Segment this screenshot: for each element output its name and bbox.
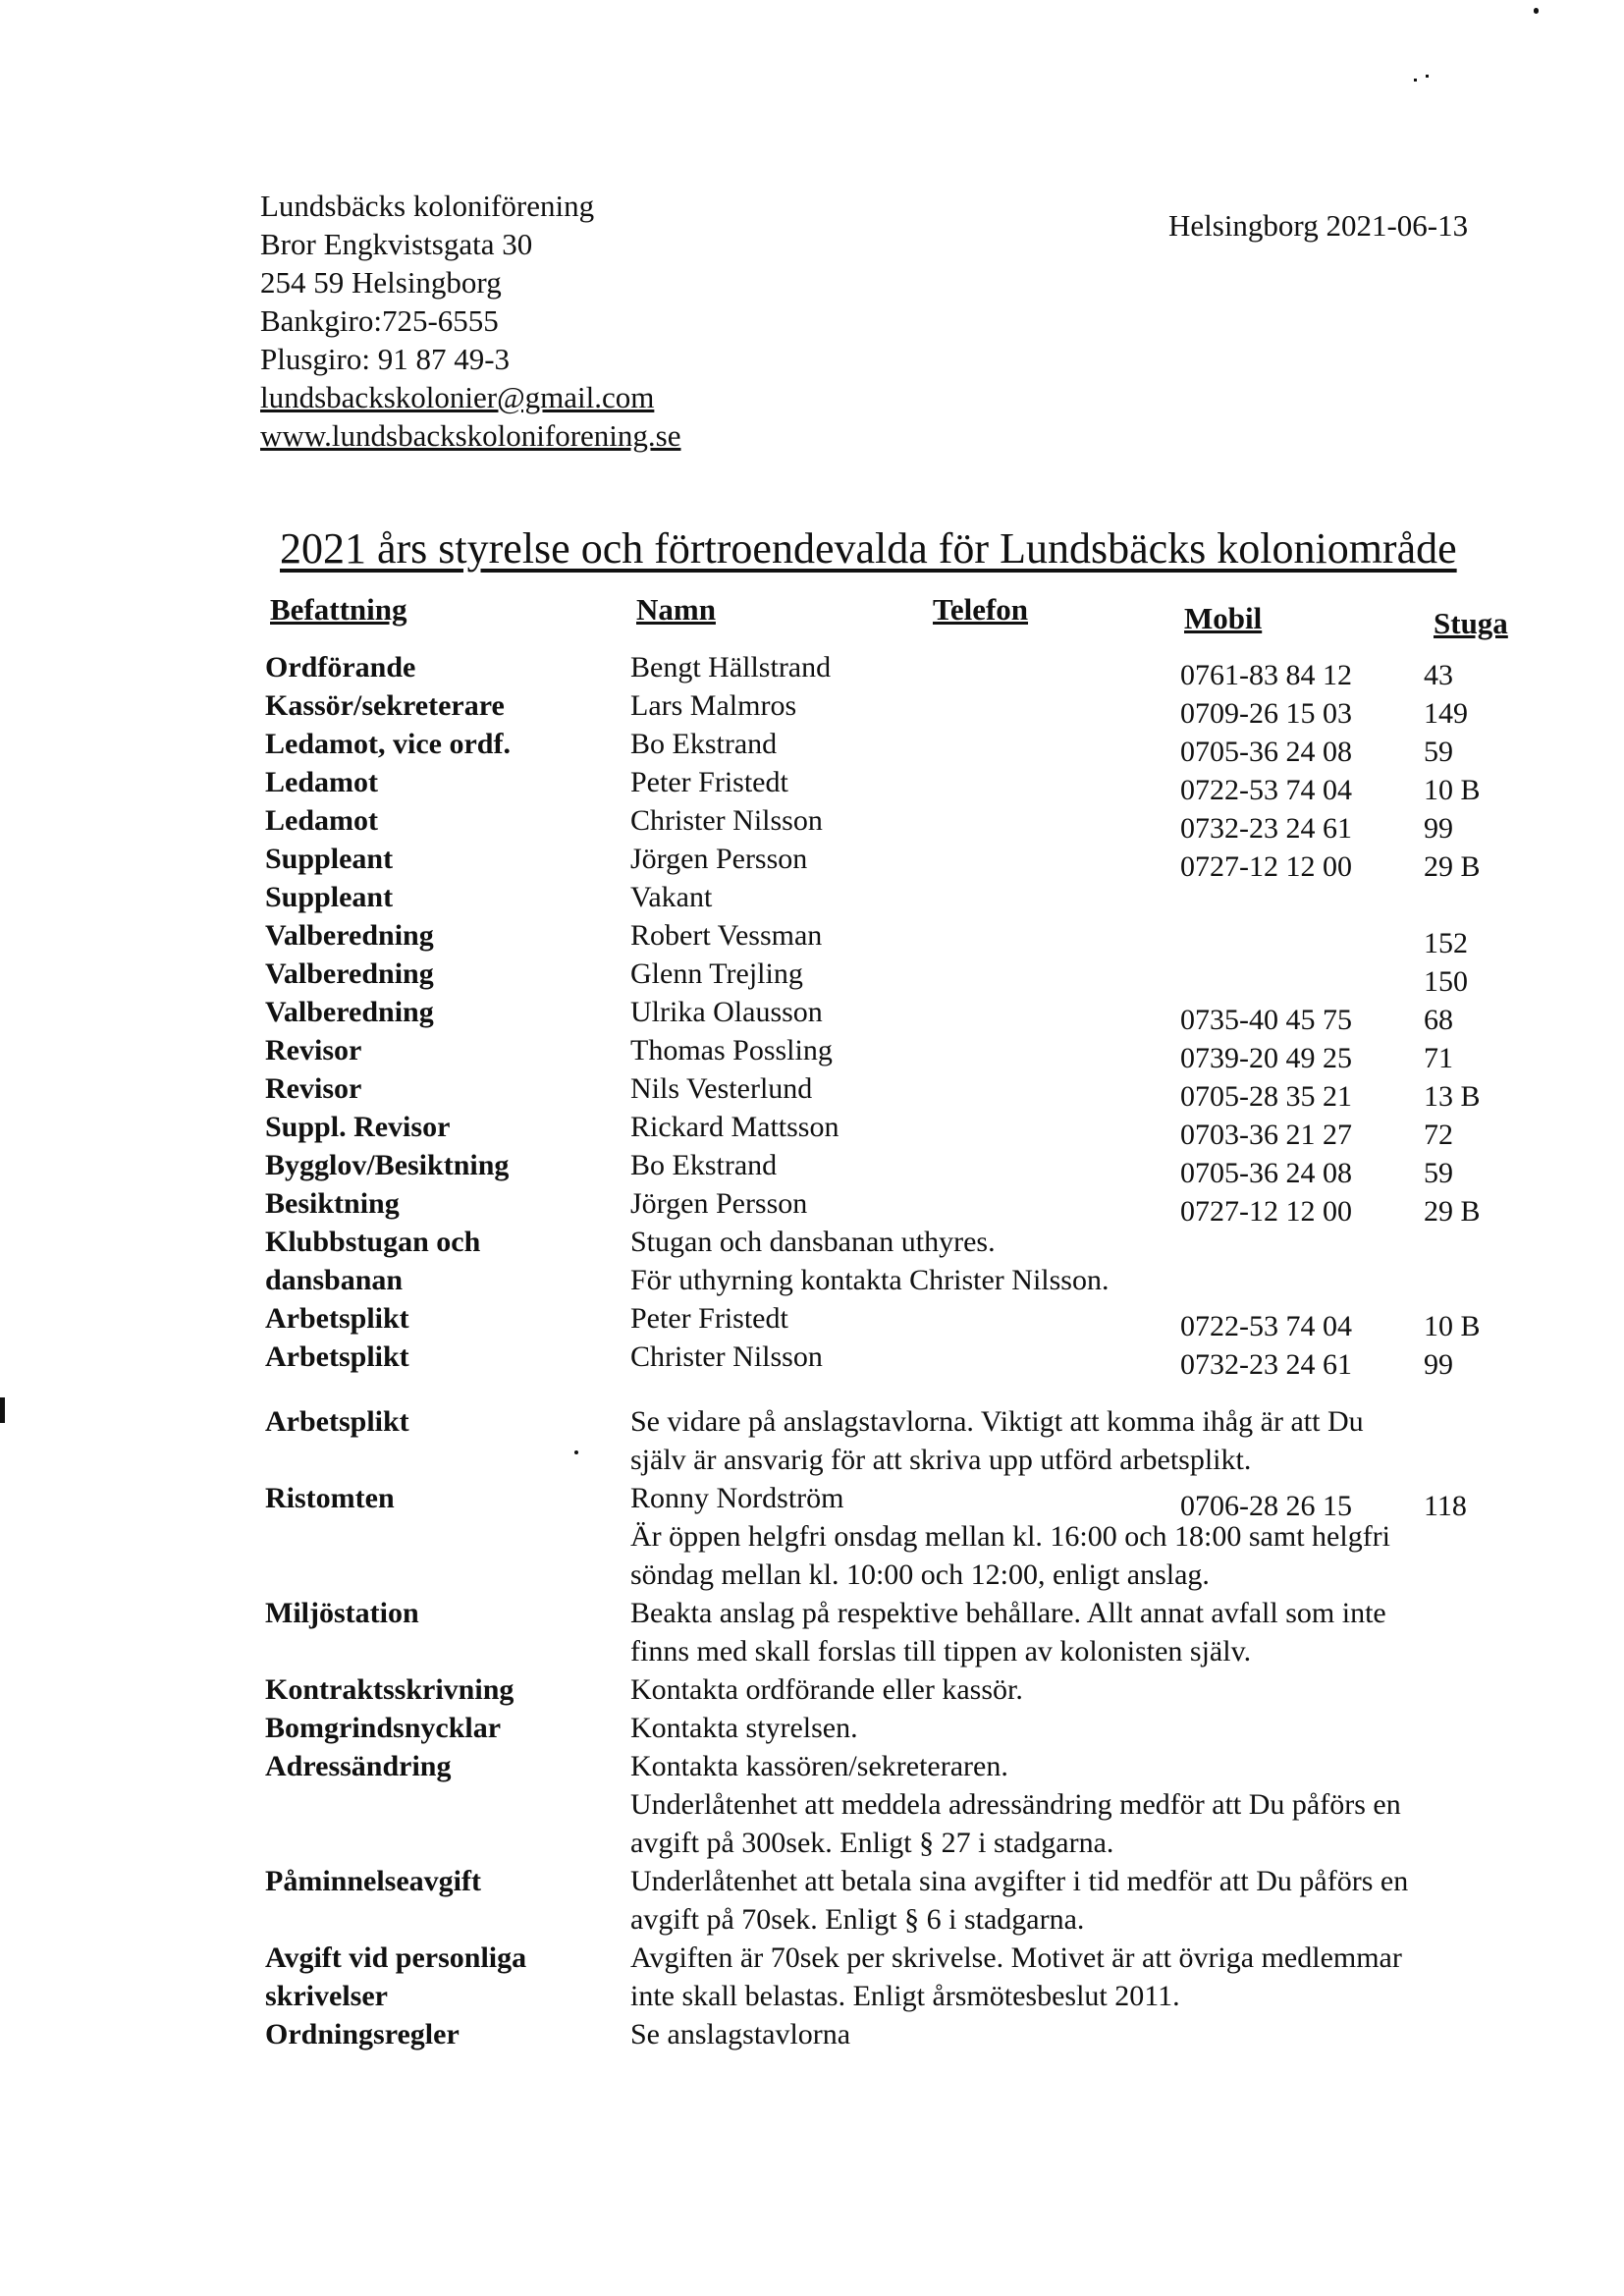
info-role: Ordningsregler [265, 2018, 460, 2050]
table-row [265, 878, 1542, 916]
info-row [265, 1862, 1542, 1900]
sender-plusgiro: Plusgiro: 91 87 49-3 [260, 342, 511, 376]
dateline: Helsingborg 2021-06-13 [1168, 208, 1469, 243]
table-row [265, 1261, 1542, 1299]
sender-email-link[interactable]: lundsbackskolonier@gmail.com [260, 380, 655, 414]
table-row [265, 840, 1542, 883]
info-role: Miljöstation [265, 1597, 419, 1629]
mobile-cell: 0709-26 15 03 [1180, 697, 1352, 730]
role-cell: Ledamot, vice ordf. [265, 728, 511, 760]
info-row [265, 1556, 1542, 1594]
info-row [265, 1824, 1542, 1862]
info-role: Adressändring [265, 1750, 452, 1782]
role-cell: Suppl. Revisor [265, 1111, 451, 1143]
name-cell: Glenn Trejling [630, 957, 803, 990]
mobile-cell: 0706-28 26 15 [1180, 1490, 1352, 1522]
mobile-cell: 0735-40 45 75 [1180, 1004, 1352, 1036]
page-title: 2021 års styrelse och förtroendevalda för Lundsbäcks koloniområde [280, 524, 1457, 573]
role-cell: Valberedning [265, 996, 434, 1028]
role-cell: Valberedning [265, 957, 434, 990]
info-row [265, 1709, 1542, 1747]
name-cell: Peter Fristedt [630, 766, 788, 798]
column-header-phone: Telefon [933, 592, 1029, 627]
cabin-cell: 29 B [1424, 850, 1481, 883]
mobile-cell: 0727-12 12 00 [1180, 850, 1352, 883]
info-row [265, 1517, 1542, 1556]
table-row [265, 648, 1542, 691]
role-cell: Arbetsplikt [265, 1340, 409, 1373]
table-row [265, 916, 1542, 959]
role-cell: Bygglov/Besiktning [265, 1149, 510, 1181]
sender-bankgiro: Bankgiro:725-6555 [260, 303, 499, 338]
cabin-cell: 10 B [1424, 774, 1481, 806]
role-cell: Valberedning [265, 919, 434, 952]
cabin-cell: 149 [1424, 697, 1468, 730]
name-cell: Jörgen Persson [630, 843, 808, 875]
table-row [265, 1031, 1542, 1074]
scan-speck [1414, 79, 1417, 82]
name-cell: Vakant [630, 881, 713, 913]
role-cell: Ledamot [265, 766, 378, 798]
info-text: Kontakta kassören/sekreteraren. [630, 1750, 1008, 1782]
info-text: Beakta anslag på respektive behållare. Allt annat avfall som inte [630, 1597, 1386, 1629]
info-text: själv är ansvarig för att skriva upp utförd arbetsplikt. [630, 1444, 1252, 1476]
info-text: Kontakta ordförande eller kassör. [630, 1673, 1023, 1706]
info-row [265, 1441, 1542, 1479]
mobile-cell: 0732-23 24 61 [1180, 812, 1352, 845]
cabin-cell: 10 B [1424, 1310, 1481, 1342]
mobile-cell: 0727-12 12 00 [1180, 1195, 1352, 1228]
sender-org: Lundsbäcks koloniförening [260, 189, 595, 223]
table-row [265, 686, 1542, 730]
table-row [265, 1069, 1542, 1113]
info-text: Ronny Nordström [630, 1482, 844, 1514]
info-row [265, 1402, 1542, 1441]
info-row [265, 1939, 1542, 1977]
cabin-cell: 118 [1424, 1490, 1467, 1522]
role-cell: Klubbstugan och [265, 1226, 481, 1258]
info-text: söndag mellan kl. 10:00 och 12:00, enligt anslag. [630, 1558, 1210, 1591]
role-cell: Ordförande [265, 651, 416, 683]
name-cell: Jörgen Persson [630, 1187, 808, 1220]
column-header-name: Namn [636, 592, 716, 627]
info-row [265, 1785, 1542, 1824]
cabin-cell: 152 [1424, 927, 1468, 959]
info-text: Underlåtenhet att betala sina avgifter i tid medför att Du påförs en [630, 1865, 1409, 1897]
name-cell: Christer Nilsson [630, 804, 823, 837]
table-row [265, 1338, 1542, 1381]
mobile-cell: 0705-36 24 08 [1180, 736, 1352, 768]
info-row [265, 1479, 1542, 1522]
info-role: Kontraktsskrivning [265, 1673, 514, 1706]
sender-address [260, 187, 680, 455]
sender-website-link[interactable]: www.lundsbackskoloniforening.se [260, 418, 681, 453]
table-row [265, 1223, 1542, 1261]
name-cell: Rickard Mattsson [630, 1111, 839, 1143]
info-row [265, 1670, 1542, 1709]
table-row [265, 1108, 1542, 1151]
name-cell: Lars Malmros [630, 689, 797, 722]
name-cell: Robert Vessman [630, 919, 823, 952]
info-row [265, 2015, 1542, 2053]
sender-postal: 254 59 Helsingborg [260, 265, 502, 300]
role-cell: Suppleant [265, 843, 394, 875]
role-cell: Revisor [265, 1072, 362, 1105]
info-text: Kontakta styrelsen. [630, 1712, 858, 1744]
cabin-cell: 99 [1424, 812, 1453, 845]
scan-speck [1534, 8, 1539, 14]
info-text: avgift på 300sek. Enligt § 27 i stadgarna. [630, 1827, 1114, 1859]
mobile-cell: 0722-53 74 04 [1180, 774, 1352, 806]
name-cell: Nils Vesterlund [630, 1072, 813, 1105]
name-cell: Bo Ekstrand [630, 1149, 778, 1181]
cabin-cell: 150 [1424, 965, 1468, 998]
mobile-cell: 0705-28 35 21 [1180, 1080, 1352, 1113]
info-text: finns med skall forslas till tippen av kolonisten själv. [630, 1635, 1252, 1667]
info-row [265, 1594, 1542, 1632]
column-header-mobile: Mobil [1184, 601, 1263, 635]
table-row [265, 993, 1542, 1036]
mobile-cell: 0739-20 49 25 [1180, 1042, 1352, 1074]
info-text: Se vidare på anslagstavlorna. Viktigt att komma ihåg är att Du [630, 1405, 1364, 1438]
role-cell: Suppleant [265, 881, 394, 913]
cabin-cell: 68 [1424, 1004, 1453, 1036]
name-cell: Bo Ekstrand [630, 728, 778, 760]
info-role: Påminnelseavgift [265, 1865, 481, 1897]
info-text: Se anslagstavlorna [630, 2018, 851, 2050]
name-cell: För uthyrning kontakta Christer Nilsson. [630, 1264, 1110, 1296]
name-cell: Peter Fristedt [630, 1302, 788, 1335]
table-row [265, 1184, 1542, 1228]
role-cell: dansbanan [265, 1264, 404, 1296]
mobile-cell: 0761-83 84 12 [1180, 659, 1352, 691]
table-row [265, 801, 1542, 845]
table-row [265, 1299, 1542, 1342]
scan-speck [0, 1397, 5, 1423]
info-text: Är öppen helgfri onsdag mellan kl. 16:00 och 18:00 samt helgfri [630, 1520, 1391, 1553]
cabin-cell: 29 B [1424, 1195, 1481, 1228]
role-cell: Kassör/sekreterare [265, 689, 505, 722]
column-header-role: Befattning [270, 592, 407, 627]
role-cell: Ledamot [265, 804, 378, 837]
cabin-cell: 72 [1424, 1119, 1453, 1151]
name-cell: Thomas Possling [630, 1034, 833, 1066]
table-row [265, 1146, 1542, 1189]
info-text: Avgiften är 70sek per skrivelse. Motivet är att övriga medlemmar [630, 1941, 1402, 1974]
info-row [265, 1977, 1542, 2015]
name-cell: Christer Nilsson [630, 1340, 823, 1373]
cabin-cell: 43 [1424, 659, 1453, 691]
role-cell: Revisor [265, 1034, 362, 1066]
cabin-cell: 13 B [1424, 1080, 1481, 1113]
info-row [265, 1632, 1542, 1670]
name-cell: Stugan och dansbanan uthyres. [630, 1226, 996, 1258]
mobile-cell: 0703-36 21 27 [1180, 1119, 1352, 1151]
cabin-cell: 71 [1424, 1042, 1453, 1074]
mobile-cell: 0722-53 74 04 [1180, 1310, 1352, 1342]
role-cell: Arbetsplikt [265, 1302, 409, 1335]
info-row [265, 1900, 1542, 1939]
info-role: Ristomten [265, 1482, 395, 1514]
info-role: Bomgrindsnycklar [265, 1712, 502, 1744]
table-row [265, 955, 1542, 998]
info-text: Underlåtenhet att meddela adressändring medför att Du påförs en [630, 1788, 1401, 1821]
column-header-cabin: Stuga [1434, 606, 1508, 640]
sender-street: Bror Engkvistsgata 30 [260, 227, 533, 261]
table-row [265, 725, 1542, 768]
table-row [265, 763, 1542, 806]
mobile-cell: 0705-36 24 08 [1180, 1157, 1352, 1189]
name-cell: Bengt Hällstrand [630, 651, 832, 683]
info-text: inte skall belastas. Enligt årsmötesbeslut 2011. [630, 1980, 1180, 2012]
cabin-cell: 59 [1424, 1157, 1453, 1189]
info-role: Avgift vid personliga [265, 1941, 527, 1974]
info-role: skrivelser [265, 1980, 388, 2012]
scan-speck [1426, 75, 1429, 78]
cabin-cell: 99 [1424, 1348, 1453, 1381]
board-table [265, 648, 1542, 2053]
cabin-cell: 59 [1424, 736, 1453, 768]
info-role: Arbetsplikt [265, 1405, 409, 1438]
name-cell: Ulrika Olausson [630, 996, 823, 1028]
mobile-cell: 0732-23 24 61 [1180, 1348, 1352, 1381]
role-cell: Besiktning [265, 1187, 400, 1220]
info-text: avgift på 70sek. Enligt § 6 i stadgarna. [630, 1903, 1085, 1936]
info-row [265, 1747, 1542, 1785]
